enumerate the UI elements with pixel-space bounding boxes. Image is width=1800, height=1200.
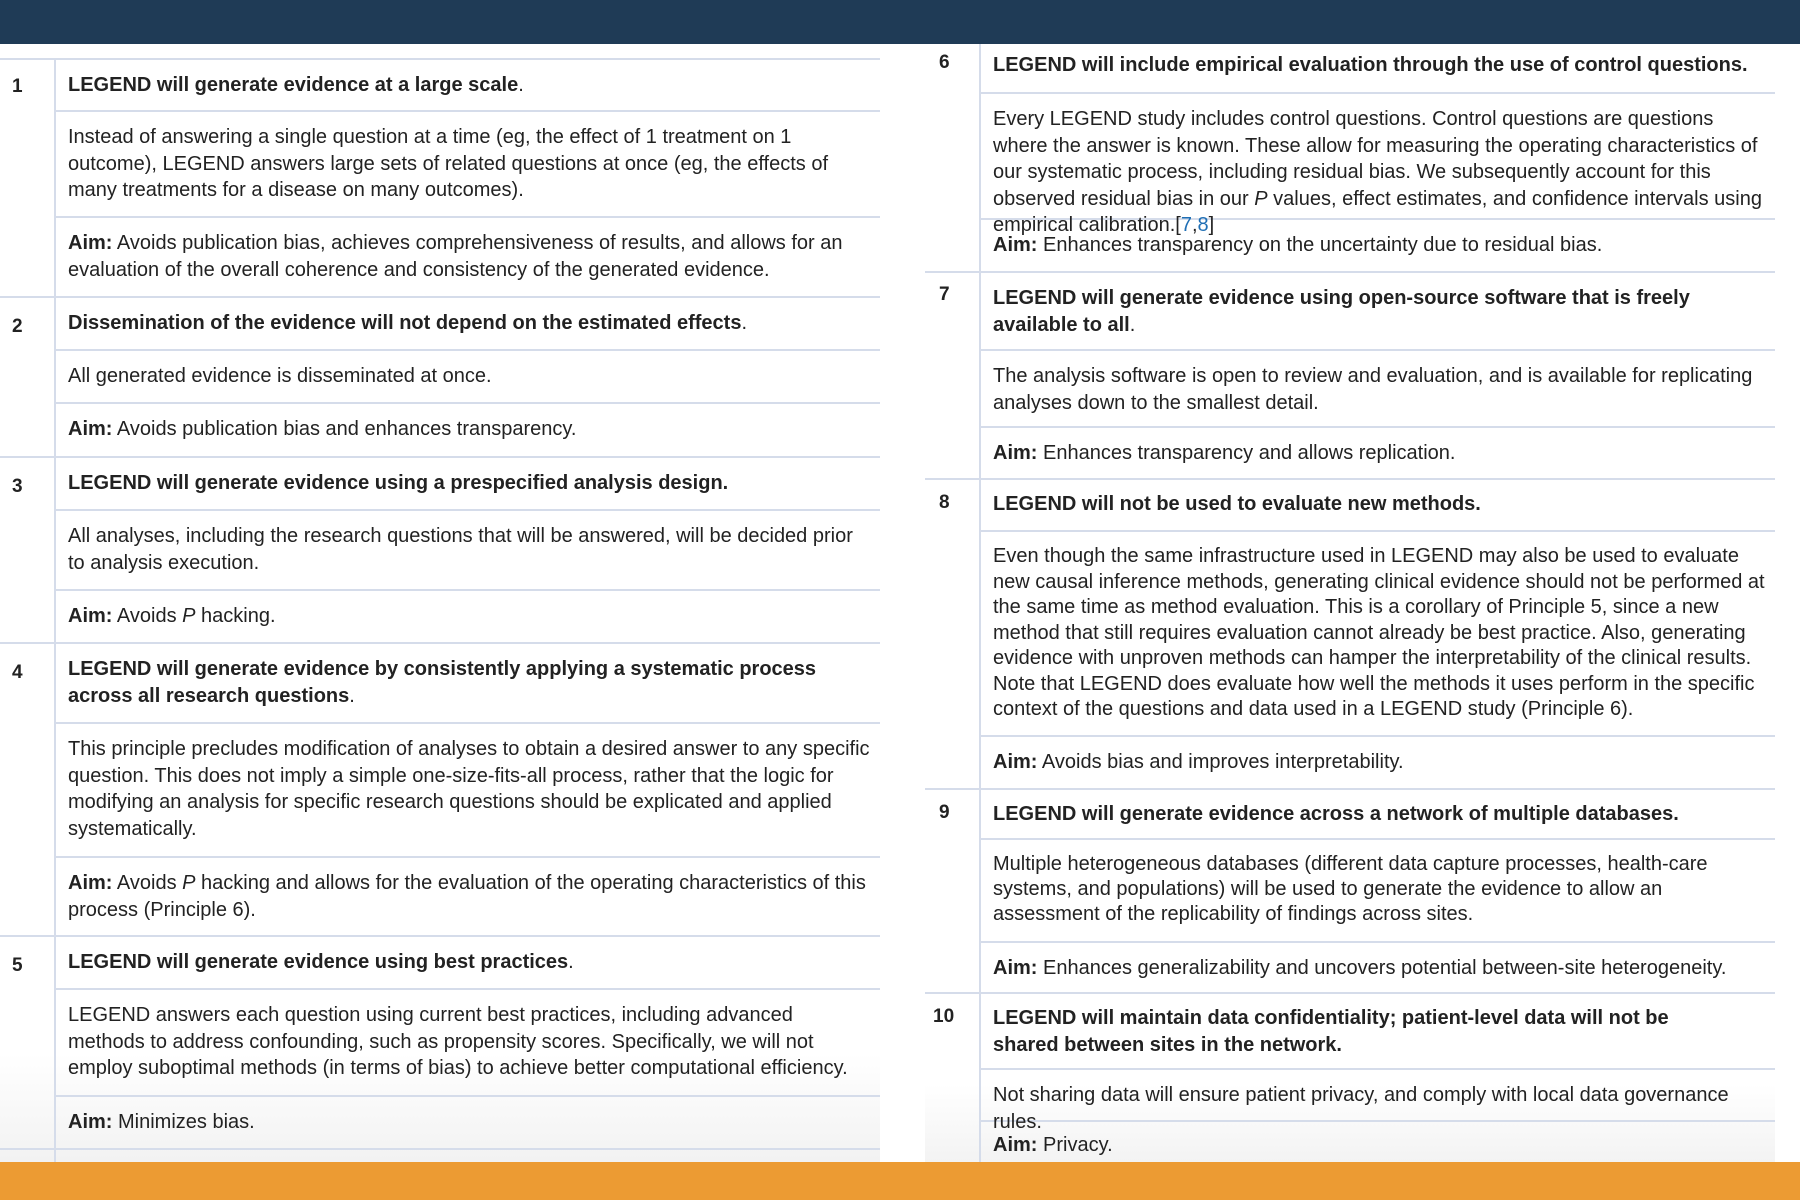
principle-description: Instead of answering a single question at a time (eg, the effect of 1 treatment on 1 outcome), LEGEND answers large sets of related questions at once (eg, the effects of many treatments for a disease on many outcomes). [68, 126, 829, 201]
principle-aim: Aim: Privacy. [993, 1134, 1113, 1156]
table-rule [925, 992, 1775, 994]
principle-number: 6 [939, 52, 950, 73]
principle-number: 5 [12, 955, 23, 976]
number-column-divider [54, 58, 56, 1162]
table-rule [0, 456, 880, 458]
principle-heading: Dissemination of the evidence will not depend on the estimated effects. [68, 312, 748, 334]
principle-number: 4 [12, 662, 23, 683]
principle-heading: LEGEND will generate evidence using best practices. [68, 951, 574, 973]
table-rule [54, 349, 880, 351]
table-rule [54, 509, 880, 511]
principle-heading: LEGEND will maintain data confidentiality; patient-level data will not be shared between sites in the network. [993, 1007, 1669, 1056]
principle-aim: Aim: Enhances transparency on the uncertainty due to residual bias. [993, 234, 1603, 256]
principle-number: 10 [933, 1006, 955, 1027]
table-rule [979, 349, 1775, 351]
principle-description: Not sharing data will ensure patient privacy, and comply with local data governance rules. [993, 1084, 1729, 1133]
principle-aim: Aim: Avoids publication bias, achieves comprehensiveness of results, and allows for an evaluation of the overall coherence and consistency of the generated evidence. [68, 232, 843, 281]
table-rule [0, 1148, 880, 1150]
table-rule [54, 402, 880, 404]
principle-description: The analysis software is open to review and evaluation, and is available for replicating analyses down to the smallest detail. [993, 365, 1753, 414]
table-rule [0, 642, 880, 644]
principle-number: 2 [12, 316, 23, 337]
citation-link[interactable]: 7 [1180, 214, 1192, 236]
table-rule [979, 426, 1775, 428]
table-rule [54, 110, 880, 112]
principle-heading: LEGEND will generate evidence at a large scale. [68, 74, 524, 96]
principle-aim: Aim: Avoids publication bias and enhances transparency. [68, 418, 577, 440]
principle-description: All generated evidence is disseminated at once. [68, 365, 492, 387]
principle-description: This principle precludes modification of analyses to obtain a desired answer to any specific question. This does not imply a simple one-size-fits-all process, rather that the logic for modifying an analysis for specific research questions should be explicated and applied systematically. [68, 738, 870, 840]
principle-description: Every LEGEND study includes control questions. Control questions are questions where the answer is known. These allow for measuring the operating characteristics of our systematic process, including residual bias. We subsequently account for this observed residual bias in our P values, effect estimates, and confidence intervals using empirical calibration.[7,8] [993, 108, 1762, 236]
principle-aim: Aim: Avoids P hacking and allows for the evaluation of the operating characteristics of this process (Principle 6). [68, 872, 866, 921]
principle-aim: Aim: Avoids P hacking. [68, 605, 276, 627]
table-rule [54, 722, 880, 724]
table-rule [0, 935, 880, 937]
footer-bar [0, 1162, 1800, 1200]
principle-heading: LEGEND will generate evidence across a network of multiple databases. [993, 803, 1679, 825]
table-rule [979, 530, 1775, 532]
table-rule [979, 941, 1775, 943]
principle-heading: LEGEND will generate evidence by consistently applying a systematic process across all research questions. [68, 658, 817, 707]
table-rule [979, 838, 1775, 840]
principle-heading: LEGEND will generate evidence using open-source software that is freely available to all. [993, 287, 1690, 336]
principle-description: Multiple heterogeneous databases (different data capture processes, health-care systems, and populations) will be used to generate the evidence to allow an assessment of the replicability of findings across sites. [993, 853, 1708, 925]
principle-description: All analyses, including the research questions that will be answered, will be decided prior to analysis execution. [68, 525, 853, 574]
principle-heading: LEGEND will not be used to evaluate new methods. [993, 493, 1481, 515]
table-rule [54, 856, 880, 858]
table-rule [979, 735, 1775, 737]
principle-aim: Aim: Avoids bias and improves interpretability. [993, 751, 1404, 773]
principle-number: 3 [12, 476, 23, 497]
table-rule [0, 58, 880, 60]
principle-heading: LEGEND will include empirical evaluation through the use of control questions. [993, 54, 1748, 76]
table-rule [54, 589, 880, 591]
principle-number: 1 [12, 76, 23, 97]
principle-number: 7 [939, 284, 950, 305]
table-rule [54, 988, 880, 990]
principle-aim: Aim: Enhances generalizability and uncovers potential between-site heterogeneity. [993, 957, 1727, 979]
principle-heading: LEGEND will generate evidence using a prespecified analysis design. [68, 472, 729, 494]
principle-aim: Aim: Minimizes bias. [68, 1111, 255, 1133]
table-rule [925, 788, 1775, 790]
number-column-divider [979, 44, 981, 1162]
principles-table-left [0, 44, 880, 1162]
principle-description: LEGEND answers each question using current best practices, including advanced methods to address confounding, such as propensity scores. Specifically, we will not employ suboptimal methods (in terms of bias) to achieve better computational efficiency. [68, 1004, 848, 1079]
principle-description: Even though the same infrastructure used in LEGEND may also be used to evaluate new causal inference methods, generating clinical evidence should not be performed at the same time as method evaluation. This is a corollary of Principle 5, since a new method that still requires evaluation cannot already be best practice. Also, generating evidence with unproven methods can hamper the interpretability of the clinical results. Note that LEGEND does evaluate how well the methods it uses perform in the specific context of the questions and data used in a LEGEND study (Principle 6). [993, 545, 1765, 720]
principle-aim: Aim: Enhances transparency and allows replication. [993, 442, 1456, 464]
table-rule [979, 1068, 1775, 1070]
table-rule [925, 271, 1775, 273]
principle-number: 8 [939, 492, 950, 513]
table-rule [979, 92, 1775, 94]
principle-number: 9 [939, 802, 950, 823]
table-rule [54, 1095, 880, 1097]
principles-table-right [925, 44, 1775, 1162]
header-bar [0, 0, 1800, 44]
table-rule [54, 216, 880, 218]
table-rule [0, 296, 880, 298]
citation-link[interactable]: 8 [1197, 214, 1209, 236]
table-rule [925, 478, 1775, 480]
